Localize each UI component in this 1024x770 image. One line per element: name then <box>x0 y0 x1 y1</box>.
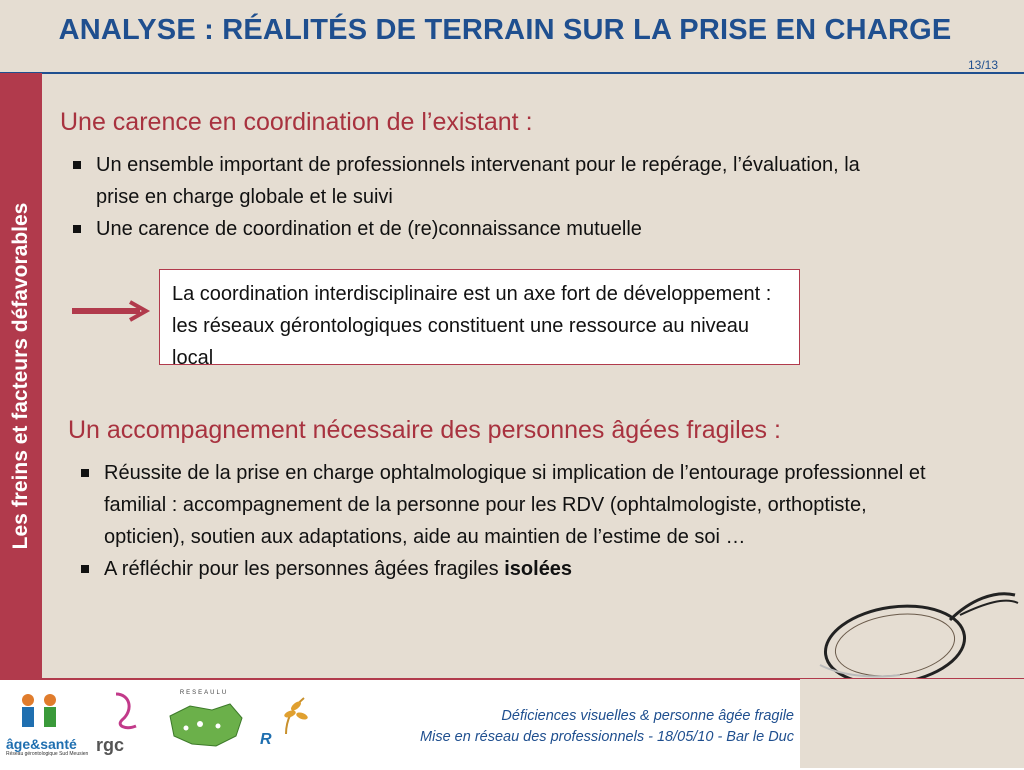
callout-text: La coordination interdisciplinaire est un axe fort de développement : les réseaux gérontologiques constituent une ressource au niveau local <box>172 283 772 369</box>
logo-swirl-icon <box>96 690 148 730</box>
bullet-text: A réfléchir pour les personnes âgées fragiles <box>104 558 505 580</box>
list-item <box>78 457 948 553</box>
footer-line-2: Mise en réseau des professionnels - 18/05/10 - Bar le Duc <box>420 729 794 745</box>
logo-text: âge&santé <box>6 736 77 752</box>
square-bullet-icon <box>81 565 89 573</box>
section1-heading: Une carence en coordination de l’existant : <box>60 108 533 136</box>
right-arrow-icon <box>72 300 152 322</box>
slide-title: ANALYSE : RÉALITÉS DE TERRAIN SUR LA PRISE EN CHARGE <box>58 14 952 46</box>
list-item <box>70 213 900 245</box>
gerontologique-logo <box>252 690 316 762</box>
square-bullet-icon <box>81 469 89 477</box>
bullet-text: Un ensemble important de professionnels intervenant pour le repérage, l’évaluation, la prise en charge globale et le suivi <box>96 154 860 208</box>
eyeglasses-image <box>800 575 1020 685</box>
logo-text: R <box>260 731 272 748</box>
bullet-text: Une carence de coordination et de (re)connaissance mutuelle <box>96 218 642 240</box>
bullet-bold-text: isolées <box>504 558 573 580</box>
square-bullet-icon <box>73 225 81 233</box>
callout-box <box>159 269 800 369</box>
section1-bullet-list <box>70 149 900 245</box>
logo-text: RESEAULU <box>179 690 229 696</box>
title-divider <box>0 72 1024 74</box>
sidebar-label: Les freins et facteurs défavorables <box>9 202 32 550</box>
footer-corner <box>800 679 1024 768</box>
bullet-text: Réussite de la prise en charge ophtalmologique si implication de l’entourage professionnel et familial : accompagnement de la personne pour les RDV (ophtalmologiste, orthoptiste, opticien), soutien aux adaptations, aide au maintien de l’estime de soi … <box>104 462 926 548</box>
footer-caption <box>420 706 794 748</box>
section2-heading: Un accompagnement nécessaire des personnes âgées fragiles : <box>68 416 781 444</box>
list-item <box>70 149 900 213</box>
rgc-logo <box>96 690 148 762</box>
logo-text: rgc <box>96 735 125 755</box>
square-bullet-icon <box>73 161 81 169</box>
reseaulu-logo <box>160 690 248 762</box>
map-icon <box>160 696 248 752</box>
section2-bullet-list <box>78 457 948 585</box>
footer-line-1: Déficiences visuelles & personne âgée fragile <box>501 708 794 724</box>
age-sante-logo <box>6 690 89 760</box>
logo-subtext: Réseau gérontologique Sud Meusien <box>6 751 89 757</box>
logo-figure-icon <box>6 690 84 732</box>
page-number: 13/13 <box>967 58 998 72</box>
